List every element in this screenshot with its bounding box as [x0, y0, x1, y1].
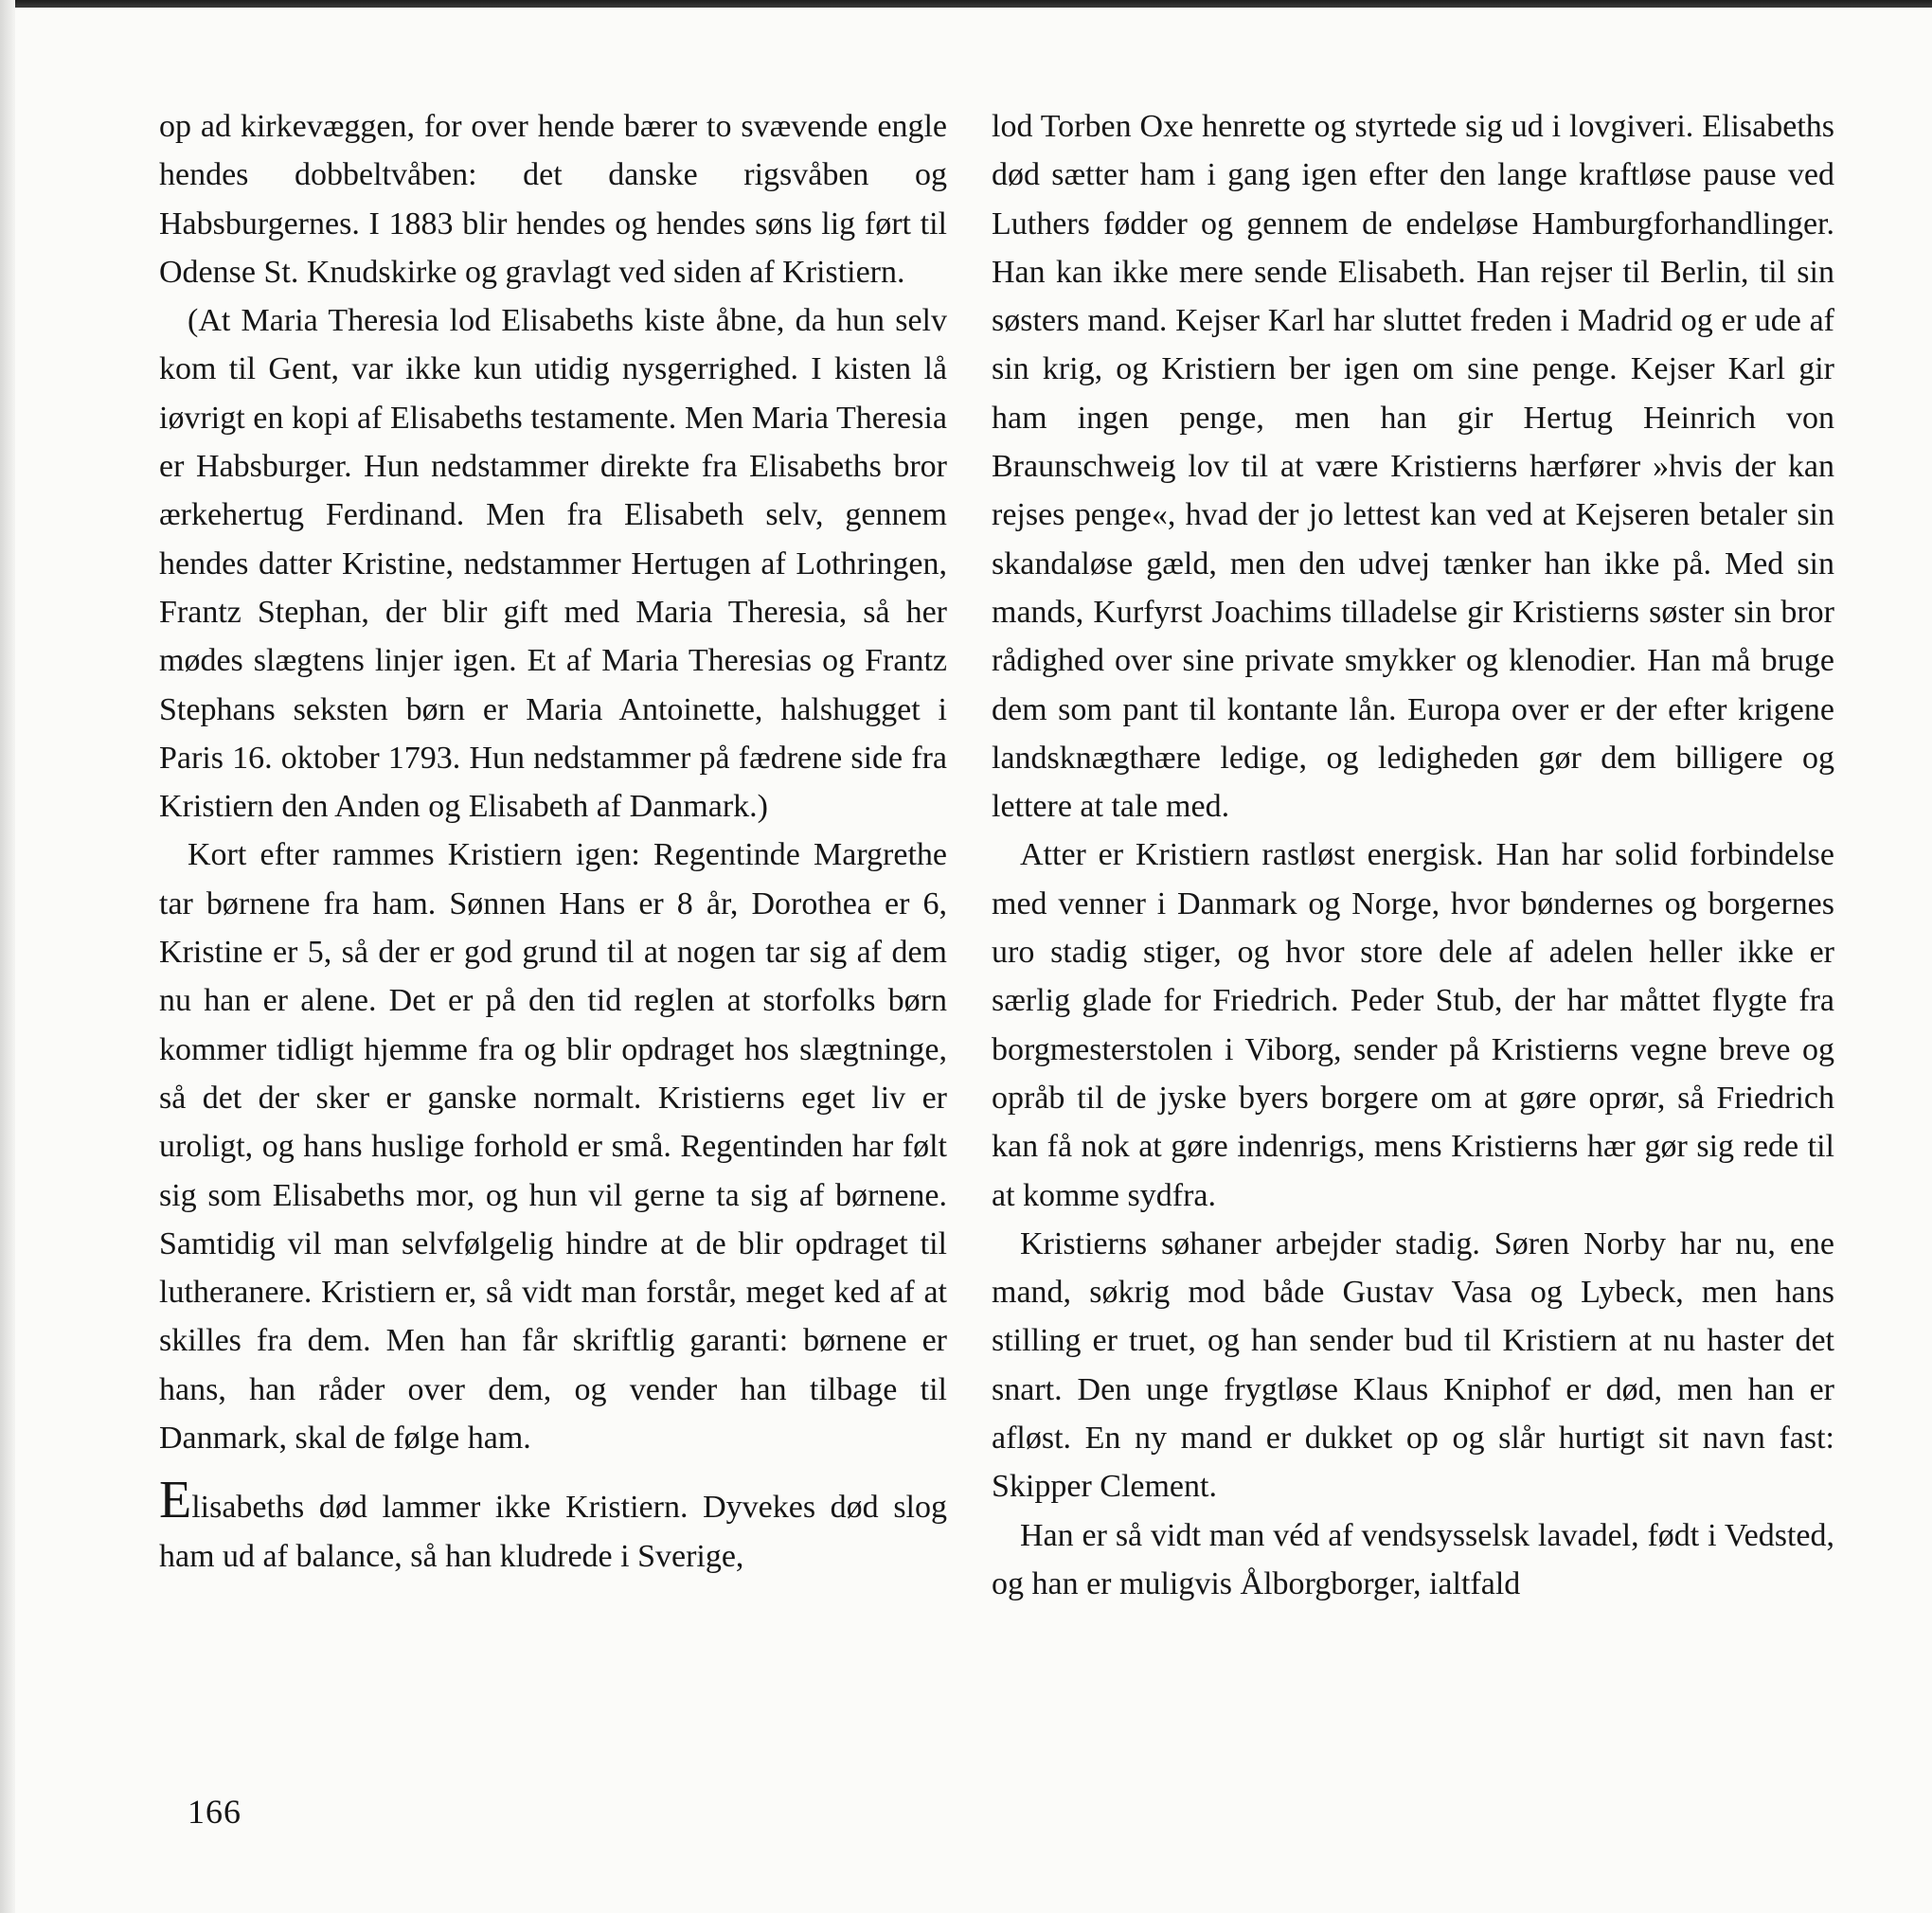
paragraph: lod Torben Oxe henrette og styrtede sig ud i lovgiveri. Elisabeths død sætter ham i gang igen efter den lange kraftløse pause ved Luthers fødder og gennem de endeløse Hamburgforhandlinger. Han kan ikke mere sende Elisabeth. Han rejser til Berlin, til sin søsters mand. Kejser Karl har sluttet freden i Madrid og er ude af sin krig, og Kristiern ber igen om sine penge. Kejser Karl gir ham ingen penge, men han gir Hertug Heinrich von Braunschweig lov til at være Kristierns hærfører »hvis der kan rejses penge«, hvad der jo lettest kan ved at Kejseren betaler sin skandaløse gæld, men den udvej tænker han ikke på. Med sin mands, Kurfyrst Joachims tilladelse gir Kristierns søster sin bror rådighed over sine private smykker og klenodier. Han må bruge dem som pant til kontante lån. Europa over er der efter krigene landsknægthære ledige, og ledigheden gør dem billigere og lettere at tale med. — [992, 109, 1834, 825]
section-start-paragraph: Elisabeths død lammer ikke Kristiern. Dyvekes død slog ham ud af balance, så han kludrede i Sverige, — [159, 1471, 947, 1574]
paragraph: Atter er Kristiern rastløst energisk. Han har solid forbindelse med venner i Danmark og Norge, hvor bøndernes og borgernes uro stadig stiger, og hvor store dele af adelen heller ikke er særlig glade for Friedrich. Peder Stub, der har måttet flygte fra borgmesterstolen i Viborg, sender på Kristierns vegne breve og opråb til de jyske byers borgere om at gøre oprør, så Friedrich kan få nok at gøre indenrigs, mens Kristierns hær gør sig rede til at komme sydfra. — [992, 837, 1834, 1213]
page-binding-edge — [0, 0, 15, 1913]
paragraph: Kristierns søhaner arbejder stadig. Søren Norby har nu, ene mand, søkrig mod både Gustav Vasa og Lybeck, men hans stilling er truet, og han sender bud til Kristiern at nu haster det snart. Den unge frygtløse Klaus Kniphof er død, men han er afløst. En ny mand er dukket op og slår hurtigt sit navn fast: Skipper Clement. — [992, 1225, 1834, 1505]
paragraph: op ad kirkevæggen, for over hende bærer to svævende engle hendes dobbeltvåben: det danske rigsvåben og Habsburgernes. I 1883 blir hendes og hendes søns lig ført til Odense St. Knudskirke og gravlagt ved siden af Kristiern. — [159, 109, 947, 290]
paragraph: Kort efter rammes Kristiern igen: Regentinde Margrethe tar børnene fra ham. Sønnen Hans er 8 år, Dorothea er 6, Kristine er 5, så der er god grund til at nogen tar sig af dem nu han er alene. Det er på den tid reglen at storfolks børn kommer tidligt hjemme fra og blir opdraget hos slægtninge, så det der sker er ganske normalt. Kristierns eget liv er uroligt, og hans huslige forhold er små. Regentinden har følt sig som Elisabeths mor, og hun vil gerne ta sig af børnene. Samtidig vil man selvfølgelig hindre at de blir opdraget til lutheranere. Kristiern er, så vidt man forstår, meget ked af at skilles fra dem. Men han får skriftlig garanti: børnene er hans, han råder over dem, og vender han tilbage til Danmark, skal de følge ham. — [159, 837, 947, 1457]
paragraph: (At Maria Theresia lod Elisabeths kiste åbne, da hun selv kom til Gent, var ikke kun utidig nysgerrighed. I kisten lå iøvrigt en kopi af Elisabeths testamente. Men Maria Theresia er Habsburger. Hun nedstammer direkte fra Elisabeths bror ærkehertug Ferdinand. Men fra Elisabeth selv, gennem hendes datter Kristine, nedstammer Hertugen af Lothringen, Frantz Stephan, der blir gift med Maria Theresia, så her mødes slægtens linjer igen. Et af Maria Theresias og Frantz Stephans seksten børn er Maria Antoinette, halshugget i Paris 16. oktober 1793. Hun nedstammer på fædrene side fra Kristiern den Anden og Elisabeth af Danmark.) — [159, 303, 947, 825]
paragraph: Han er så vidt man véd af vendsysselsk lavadel, født i Vedsted, og han er muligvis Ålborgborger, ialtfald — [992, 1517, 1834, 1601]
page-number: 166 — [188, 1793, 242, 1831]
page-top-edge — [0, 0, 1932, 8]
left-text-column — [159, 102, 947, 1581]
right-text-column — [992, 102, 1834, 1608]
